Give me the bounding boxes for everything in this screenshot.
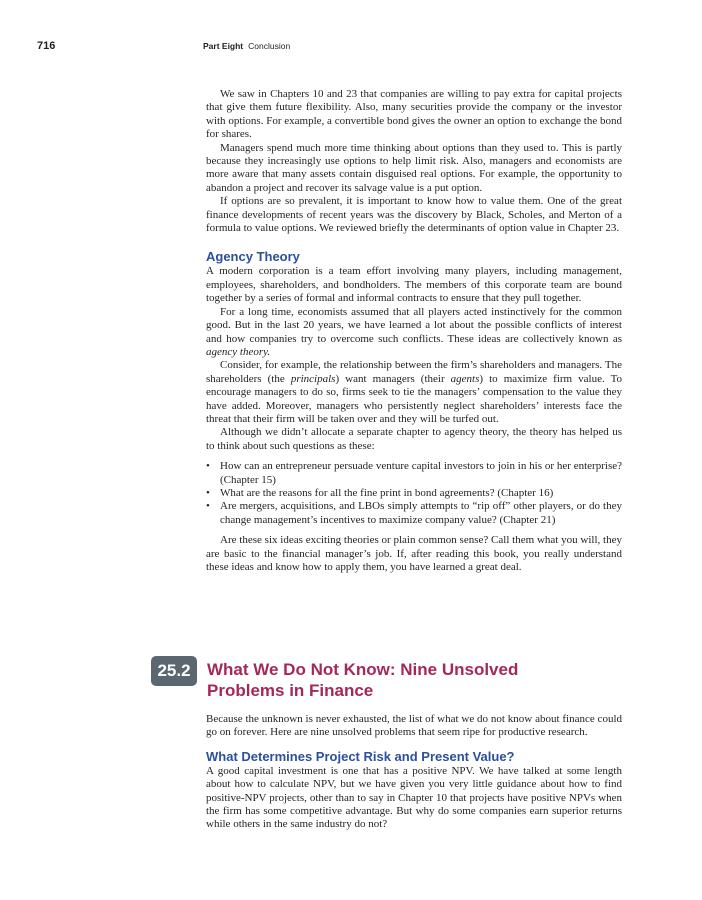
agency-paragraph-1: A modern corporation is a team effort involving many players, including management, employees, shareholders, and bondholders. The members of this corporate team are bound together by a series of formal and informal contracts to ensure that they pull together. <box>206 265 622 305</box>
section-number-badge: 25.2 <box>151 656 197 686</box>
section-body <box>206 713 622 832</box>
project-risk-heading: What Determines Project Risk and Present Value? <box>206 748 515 764</box>
bullet-glyph: • <box>206 460 210 473</box>
agency-paragraph-2: For a long time, economists assumed that all players acted instinctively for the common good. But in the last 20 years, we have learned a lot about the possible conflicts of interest and how companies try to overcome such conflicts. These ideas are collectively known as agency theory. <box>206 305 622 358</box>
bullet-glyph: • <box>206 500 210 513</box>
section-title: What We Do Not Know: Nine Unsolved Problems in Finance <box>207 660 519 700</box>
list-item: • Are mergers, acquisitions, and LBOs simply attempts to “rip off” other players, or do they change management’s incentives to maximize company value? (Chapter 21) <box>206 500 622 526</box>
intro-paragraph-1: We saw in Chapters 10 and 23 that companies are willing to pay extra for capital projects that give them future flexibility. Also, many securities provide the company or the investor with options. For example, a convertible bond gives the owner an option to exchange the bond for shares. <box>206 88 622 141</box>
page-number: 716 <box>37 40 56 52</box>
bullet-glyph: • <box>206 486 210 499</box>
agents-term: agents <box>450 372 480 385</box>
agency-paragraph-4: Although we didn’t allocate a separate chapter to agency theory, the theory has helped us to think about such questions as these: <box>206 426 622 452</box>
agency-paragraph-3: Consider, for example, the relationship between the firm’s shareholders and managers. The shareholders (the principals) want managers (their agents) to maximize firm value. To encourage managers to do so, firms seek to tie the managers’ compensation to the value they have added. Moreover, managers who persistently neglect shareholders’ interests face the threat that their firm will be taken over and they will be turfed out. <box>206 359 623 425</box>
agency-question-list <box>206 460 622 527</box>
agency-paragraph-5: Are these six ideas exciting theories or plain common sense? Call them what you will, they are basic to the financial manager’s job. If, after reading this book, you really understand these ideas and know how to apply them, you have learned a great deal. <box>206 534 622 573</box>
agency-theory-heading: Agency Theory <box>206 249 300 265</box>
list-item: • How can an entrepreneur persuade venture capital investors to join in his or her enterprise? (Chapter 15) <box>206 460 622 486</box>
agency-theory-term: agency theory. <box>206 345 271 358</box>
running-head <box>203 41 290 51</box>
project-risk-paragraph: A good capital investment is one that has a positive NPV. We have talked at some length about how to calculate NPV, but we have given you very little guidance about how to find positive-NPV projects, other than to say in Chapter 10 that projects have positive NPVs when the firm has some competitive advantage. But why do some companies earn superior returns while others in the same industry do not? <box>206 764 622 831</box>
part-title: Conclusion <box>248 41 291 51</box>
intro-paragraph-3: If options are so prevalent, it is important to know how to value them. One of the great finance developments of recent years was the discovery by Black, Scholes, and Merton of a formula to value options. We reviewed briefly the determinants of option value in Chapter 23. <box>206 195 622 235</box>
section-intro-paragraph: Because the unknown is never exhausted, the list of what we do not know about finance could go on forever. Here are nine unsolved problems that seem ripe for productive research. <box>206 713 622 739</box>
principals-term: principals <box>290 372 336 385</box>
part-label: Part Eight <box>203 41 244 51</box>
running-header <box>0 40 702 56</box>
list-item: • What are the reasons for all the fine print in bond agreements? (Chapter 16) <box>206 486 554 499</box>
body-text <box>206 88 622 574</box>
intro-paragraph-2: Managers spend much more time thinking about options than they used to. This is partly because they increasingly use options to help limit risk. Also, managers and economists are more aware that many assets contain disguised real options. For example, the opportunity to abandon a project and recover its salvage value is a put option. <box>206 141 622 194</box>
